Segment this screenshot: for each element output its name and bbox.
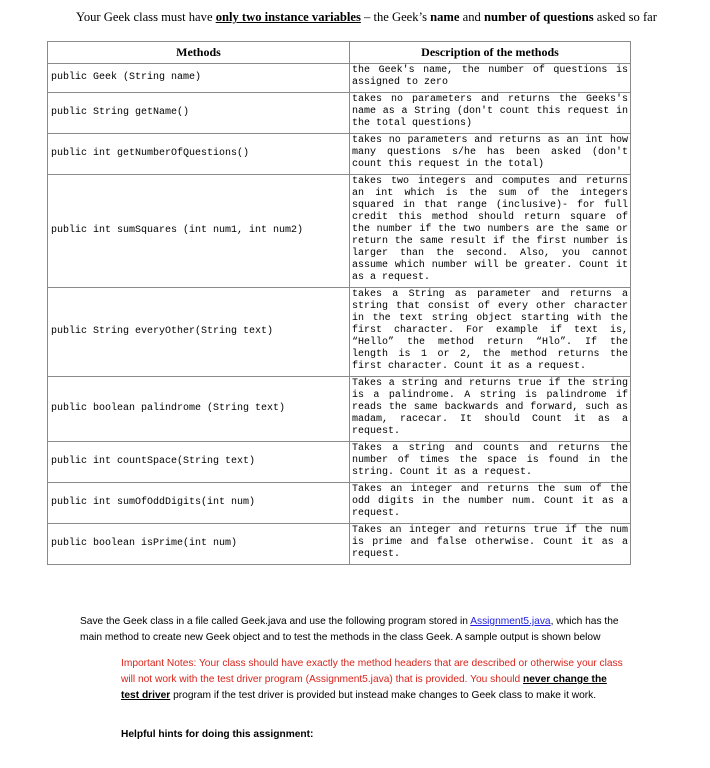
helpful-hints-heading: Helpful hints for doing this assignment: xyxy=(121,729,314,740)
save-text-2: , which has the main method to create new Geek object and to test the methods in the class Geek. A sample output is shown below xyxy=(80,616,619,643)
intro-text-1: Your Geek class must have xyxy=(76,10,216,24)
description-header: Description of the methods xyxy=(350,42,631,64)
table-row xyxy=(48,483,631,524)
method-signature: public int countSpace(String text) xyxy=(48,442,350,483)
methods-header: Methods xyxy=(48,42,350,64)
notes-text-2: program if the test driver is provided but instead make changes to Geek class to make it work. xyxy=(170,690,597,701)
intro-name-bold: name xyxy=(430,10,460,24)
table-row xyxy=(48,64,631,93)
table-row xyxy=(48,377,631,442)
intro-text-3: and xyxy=(459,10,484,24)
method-signature: public Geek (String name) xyxy=(48,64,350,93)
method-signature: public String everyOther(String text) xyxy=(48,288,350,377)
important-notes xyxy=(121,656,626,704)
method-description: Takes an integer and returns true if the num is prime and false otherwise. Count it as a request. xyxy=(350,524,631,565)
method-description: takes a String as parameter and returns a string that consist of every other character in the text string object starting with the first character. For example if text is, “Hello” the method return “Hlo”. If the length is 1 or 2, the method returns the first character. Count it as a request. xyxy=(350,288,631,377)
table-row xyxy=(48,175,631,288)
methods-table xyxy=(47,41,631,565)
method-description: takes no parameters and returns as an int how many questions s/he has been asked (don't count this request in the total) xyxy=(350,134,631,175)
table-row xyxy=(48,93,631,134)
table-row xyxy=(48,134,631,175)
table-row xyxy=(48,442,631,483)
save-instructions xyxy=(80,614,625,646)
method-signature: public int sumOfOddDigits(int num) xyxy=(48,483,350,524)
intro-emphasis: only two instance variables xyxy=(215,10,361,24)
method-description: Takes a string and counts and returns the number of times the space is found in the string. Count it as a request. xyxy=(350,442,631,483)
table-header-row xyxy=(48,42,631,64)
method-description: takes two integers and computes and returns an int which is the sum of the integers squared in that range (inclusive)- for full credit this method should return square of the number if the two numbers are the same or return the same result if the first number is larger than the second. Also, you cannot assume which number will be greater. Count it as a request. xyxy=(350,175,631,288)
assignment5-link[interactable]: Assignment5.java xyxy=(470,616,551,627)
notes-emphasis: never change the test driver xyxy=(121,674,607,701)
intro-line xyxy=(76,10,706,25)
table-row xyxy=(48,288,631,377)
intro-questions-bold: number of questions xyxy=(484,10,594,24)
method-description: takes no parameters and returns the Geeks's name as a String (don't count this request in the total questions) xyxy=(350,93,631,134)
table-row xyxy=(48,524,631,565)
intro-text-2: – the Geek’s xyxy=(360,10,431,24)
method-signature: public int sumSquares (int num1, int num2) xyxy=(48,175,350,288)
method-signature: public boolean palindrome (String text) xyxy=(48,377,350,442)
method-description: Takes a string and returns true if the string is a palindrome. A string is palindrome if reads the same backwards and forward, such as madam, racecar. It should Count it as a request. xyxy=(350,377,631,442)
method-signature: public boolean isPrime(int num) xyxy=(48,524,350,565)
method-description: Takes an integer and returns the sum of the odd digits in the number num. Count it as a request. xyxy=(350,483,631,524)
intro-text-4: asked so far xyxy=(593,10,657,24)
save-text-1: Save the Geek class in a file called Geek.java and use the following program stored in xyxy=(80,616,471,627)
method-signature: public String getName() xyxy=(48,93,350,134)
method-signature: public int getNumberOfQuestions() xyxy=(48,134,350,175)
notes-text-1: Important Notes: Your class should have exactly the method headers that are described or otherwise your class will not work with the test driver program (Assignment5.java) that is provided. You should xyxy=(121,658,623,685)
method-description: the Geek's name, the number of questions is assigned to zero xyxy=(350,64,631,93)
